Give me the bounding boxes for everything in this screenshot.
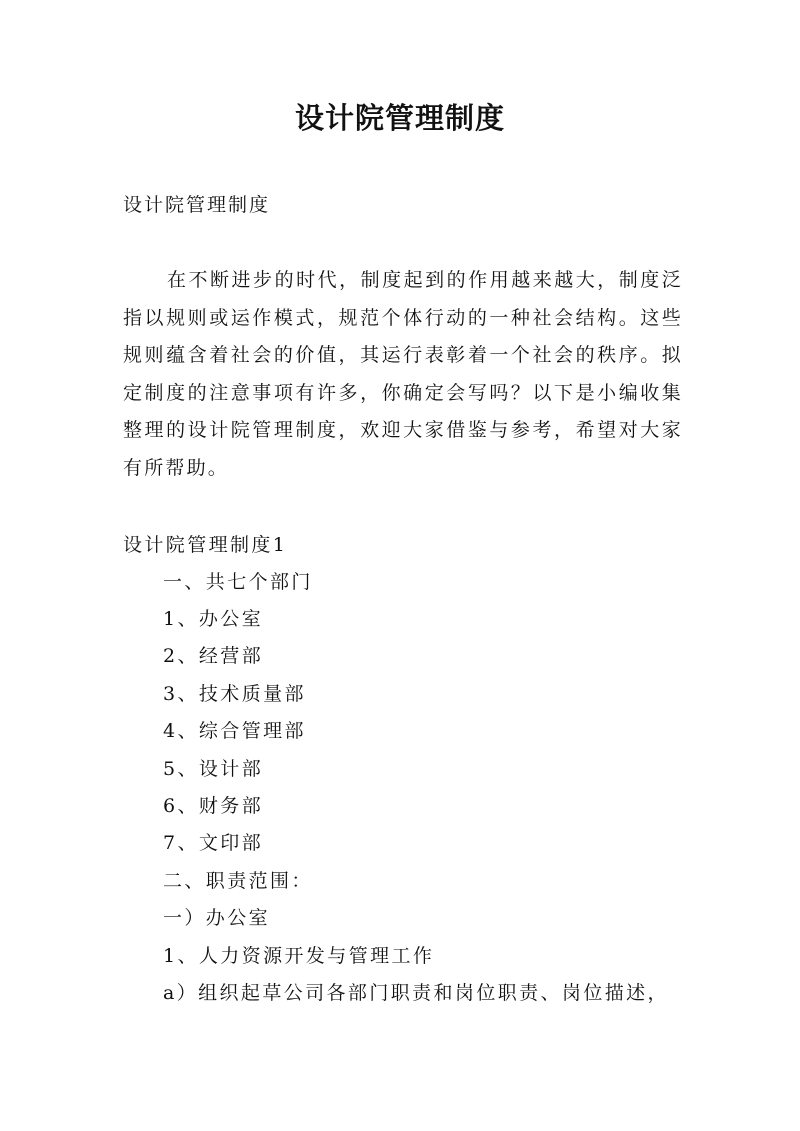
document-title: 设计院管理制度	[294, 101, 505, 135]
list-line-design: 5、设计部	[163, 758, 264, 780]
document-subtitle: 设计院管理制度	[123, 194, 271, 216]
list-line-print: 7、文印部	[163, 832, 264, 854]
list-line-general-mgmt: 4、综合管理部	[163, 720, 306, 742]
intro-paragraph: 在不断进步的时代，制度起到的作用越来越大，制度泛指以规则或运作模式，规范个体行动的一种社会结构。这些规则蕴含着社会的价值，其运行表彰着一个社会的秩序。拟定制度的注意事项有许多，你确定会写吗？以下是小编收集整理的设计院管理制度，欢迎大家借鉴与参考，希望对大家有所帮助。	[123, 269, 683, 479]
section-heading: 设计院管理制度1	[123, 534, 288, 556]
list-line-departments: 一、共七个部门	[163, 571, 313, 593]
list-line-business: 2、经营部	[163, 645, 264, 667]
list-line-office: 1、办公室	[163, 608, 264, 630]
list-line-tech-quality: 3、技术质量部	[163, 683, 306, 705]
list-line-responsibilities: 二、职责范围：	[163, 870, 313, 892]
list-line-item-a: a）组织起草公司各部门职责和岗位职责、岗位描述，	[163, 982, 669, 1004]
list-line-office-section: 一）办公室	[163, 907, 271, 929]
list-line-hr: 1、人力资源开发与管理工作	[163, 945, 435, 967]
list-line-finance: 6、财务部	[163, 795, 264, 817]
